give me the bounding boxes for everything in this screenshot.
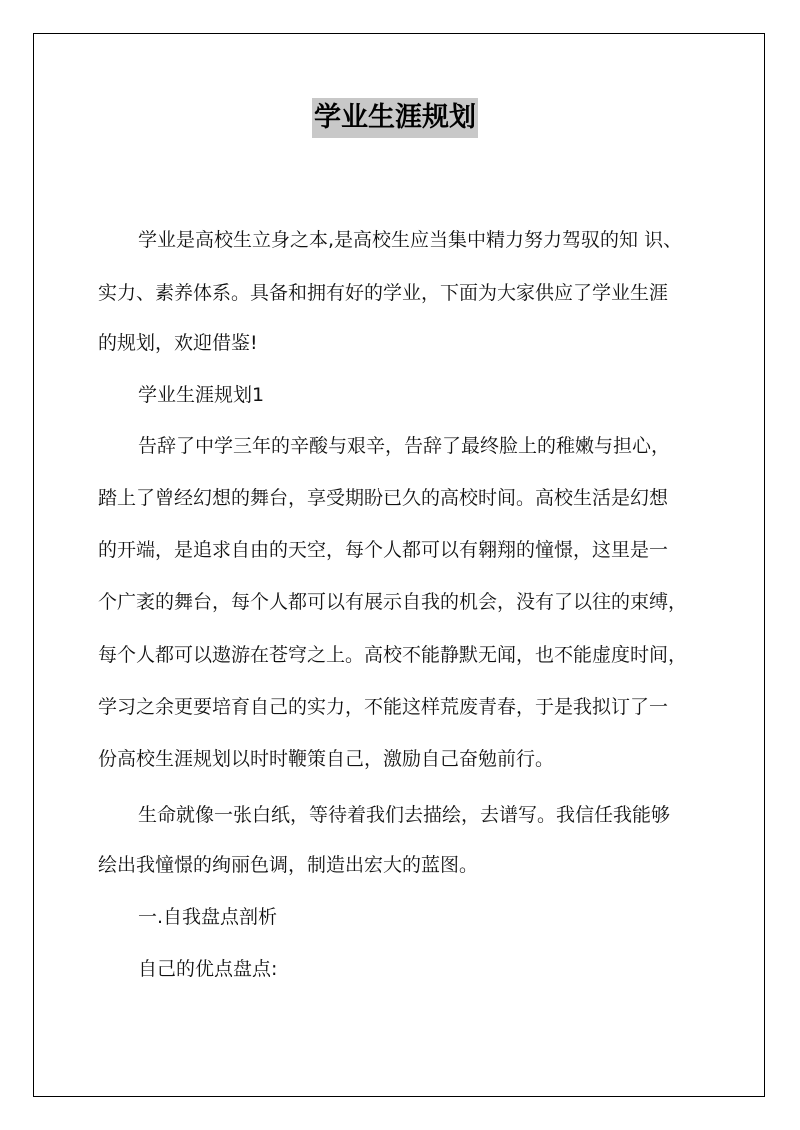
paragraph-line: 自己的优点盘点: (138, 958, 278, 980)
paragraph-line: 告辞了中学三年的辛酸与艰辛，告辞了最终脸上的稚嫩与担心， (138, 435, 671, 457)
paragraph-line: 绘出我憧憬的绚丽色调，制造出宏大的蓝图。 (98, 854, 479, 876)
paragraph-line: 每个人都可以遨游在苍穹之上。高校不能静默无闻，也不能虚度时间， (98, 644, 688, 666)
paragraph-line: 学习之余更要培育自己的实力，不能这样荒废青春，于是我拟订了一 (98, 696, 669, 718)
paragraph-line: 学业是高校生立身之本,是高校生应当集中精力努力驾驭的知 识、 (138, 229, 683, 251)
paragraph-line: 实力、素养体系。具备和拥有好的学业，下面为大家供应了学业生涯 (98, 282, 669, 304)
paragraph-line: 份高校生涯规划以时时鞭策自己，激励自己奋勉前行。 (98, 748, 555, 770)
section-heading: 学业生涯规划1 (138, 384, 265, 406)
paragraph-line: 生命就像一张白纸，等待着我们去描绘，去谱写。我信任我能够 (138, 804, 671, 826)
paragraph-line: 踏上了曾经幻想的舞台，享受期盼已久的高校时间。高校生活是幻想 (98, 487, 669, 509)
paragraph-line: 的开端，是追求自由的天空，每个人都可以有翱翔的憧憬，这里是一 (98, 539, 669, 561)
section-heading: 一.自我盘点剖析 (138, 906, 278, 928)
paragraph-line: 个广袤的舞台，每个人都可以有展示自我的机会，没有了以往的束缚， (98, 591, 688, 613)
document-title: 学业生涯规划 (312, 98, 478, 138)
paragraph-line: 的规划，欢迎借鉴! (98, 332, 258, 354)
